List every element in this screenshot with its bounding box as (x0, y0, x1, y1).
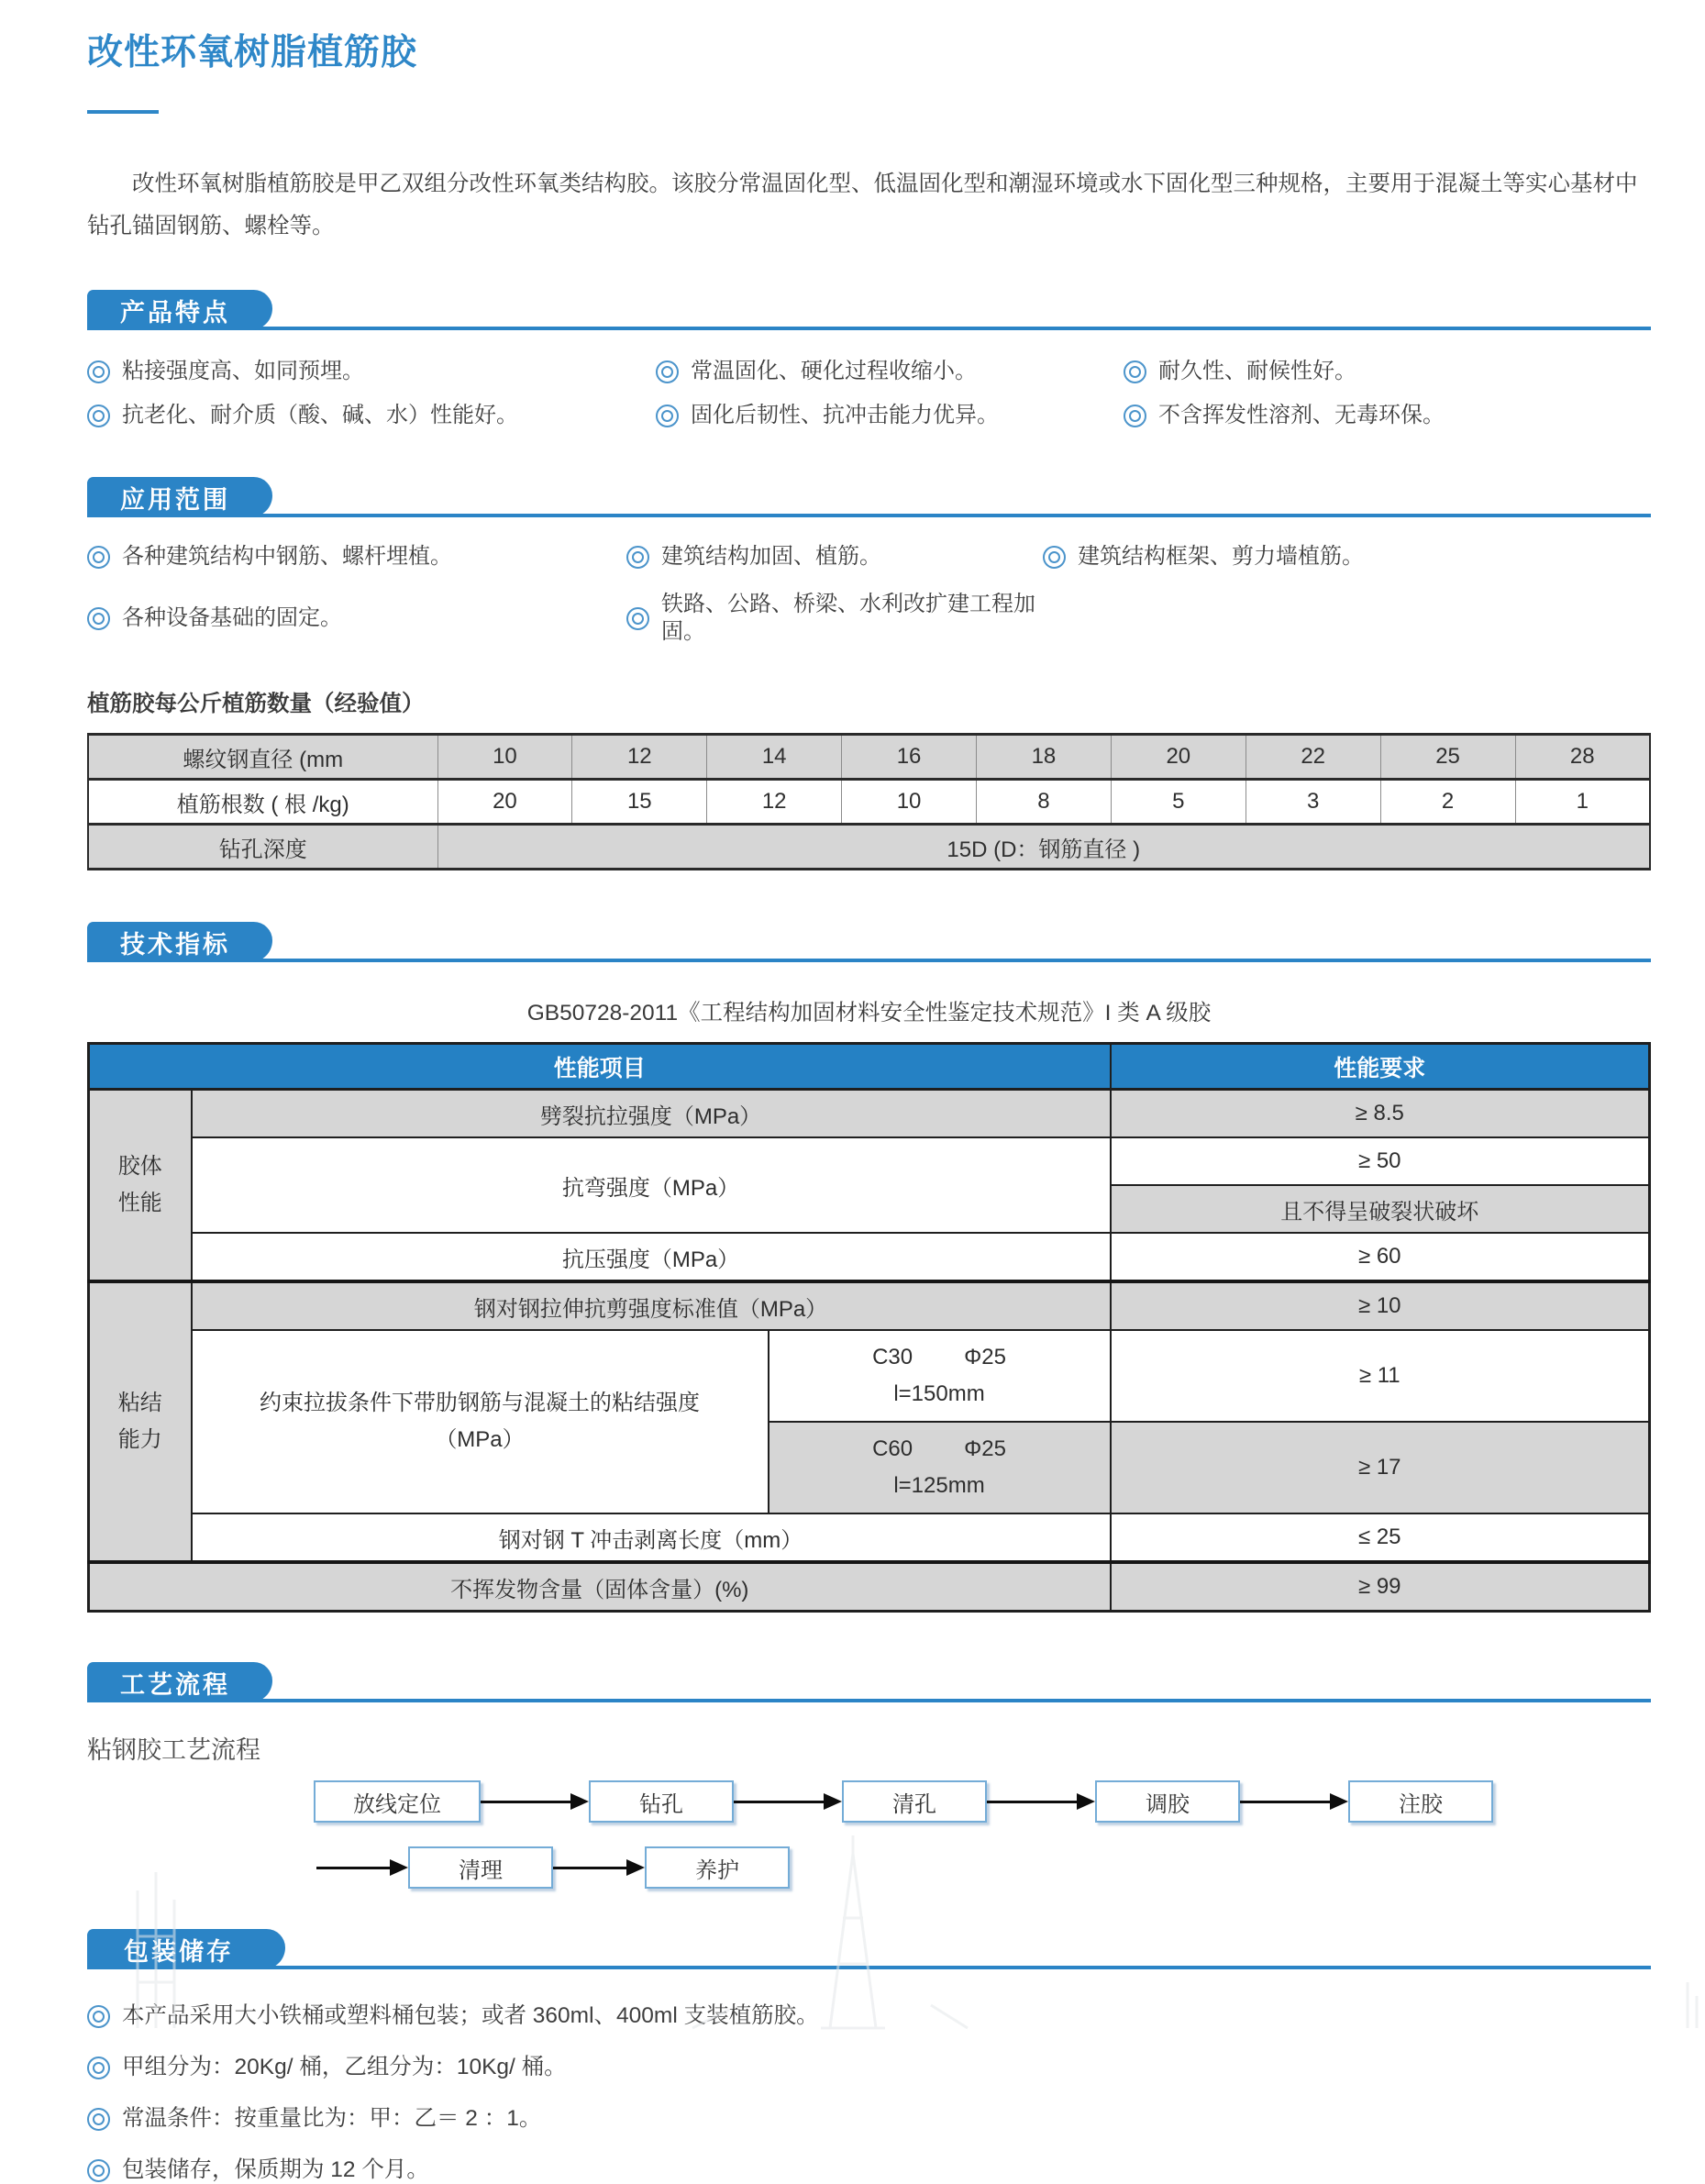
grid-spacer (1043, 591, 1651, 646)
double-circle-bullet-icon (87, 2057, 110, 2079)
feature-text: 常温固化、硬化过程收缩小。 (691, 359, 977, 383)
item-cell: 约束拉拔条件下带肋钢筋与混凝土的粘结强度 （MPa） (192, 1330, 769, 1513)
requirement-cell: ≤ 25 (1111, 1513, 1650, 1562)
section-badge-features: 产品特点 (87, 290, 272, 330)
packaging-list (87, 2002, 1651, 2184)
requirement-cell: ≥ 10 (1111, 1281, 1650, 1330)
process-subtitle: 粘钢胶工艺流程 (87, 1736, 260, 1764)
application-item (87, 591, 626, 646)
table-row (89, 1281, 1650, 1330)
flow-step: 放线定位 (314, 1780, 481, 1823)
title-underline (87, 110, 159, 114)
double-circle-bullet-icon (1124, 360, 1146, 383)
application-item (1043, 543, 1651, 571)
flow-step: 养护 (645, 1846, 790, 1889)
group-cell-bonding-capacity: 粘结能力 (89, 1281, 192, 1562)
arrow-right-icon (987, 1793, 1095, 1810)
packaging-text: 本产品采用大小铁桶或塑料桶包装；或者 360ml、400ml 支装植筋胶。 (122, 2003, 819, 2028)
feature-item (656, 402, 1124, 429)
arrow-right-icon (1240, 1793, 1348, 1810)
requirement-cell: ≥ 8.5 (1111, 1090, 1650, 1138)
column-header-requirement: 性能要求 (1111, 1044, 1650, 1090)
table-row (89, 1330, 1650, 1422)
process-flow-row-1 (314, 1780, 1651, 1823)
double-circle-bullet-icon (626, 607, 649, 630)
item-cell: 钢对钢拉伸抗剪强度标准值（MPa） (192, 1281, 1111, 1330)
row-label: 螺纹钢直径 (mm (88, 735, 437, 780)
flow-step: 注胶 (1348, 1780, 1493, 1823)
feature-item (656, 358, 1124, 385)
section-rule (87, 1966, 1651, 1969)
item-cell: 不挥发物含量（固体含量）(%) (89, 1562, 1111, 1612)
cell: 14 (707, 735, 842, 780)
cell: 10 (842, 780, 977, 825)
spec-cell: C30 Φ25 l=150mm (769, 1330, 1111, 1422)
requirement-cell: ≥ 99 (1111, 1562, 1650, 1612)
cell: 20 (1111, 735, 1246, 780)
packaging-item (87, 2054, 1651, 2081)
section-header-applications (87, 473, 1651, 517)
requirement-cell: 且不得呈破裂状破坏 (1111, 1185, 1650, 1233)
section-rule (87, 514, 1651, 517)
application-text: 各种设备基础的固定。 (122, 605, 342, 630)
requirement-cell: ≥ 11 (1111, 1330, 1650, 1422)
table-row (88, 825, 1650, 870)
feature-item (1124, 402, 1651, 429)
column-header-item: 性能项目 (89, 1044, 1111, 1090)
application-text: 各种建筑结构中钢筋、螺杆埋植。 (122, 544, 452, 569)
arrow-right-icon (734, 1793, 842, 1810)
table-header-row (89, 1044, 1650, 1090)
group-cell-adhesive-performance: 胶体性能 (89, 1090, 192, 1282)
packaging-item (87, 2156, 1651, 2184)
requirement-cell: ≥ 17 (1111, 1422, 1650, 1513)
double-circle-bullet-icon (87, 607, 110, 630)
section-header-features (87, 286, 1651, 330)
cell: 15D (D：钢筋直径 ) (437, 825, 1650, 870)
section-header-tech (87, 918, 1651, 962)
feature-text: 固化后韧性、抗冲击能力优异。 (691, 403, 999, 427)
cell: 28 (1515, 735, 1650, 780)
double-circle-bullet-icon (87, 360, 110, 383)
feature-item (1124, 358, 1651, 385)
section-badge-tech: 技术指标 (87, 922, 272, 962)
rebar-quantity-table (87, 733, 1651, 870)
double-circle-bullet-icon (626, 546, 649, 569)
double-circle-bullet-icon (87, 405, 110, 427)
requirement-cell: ≥ 50 (1111, 1137, 1650, 1185)
section-header-packaging (87, 1925, 1651, 1969)
cell: 2 (1380, 780, 1515, 825)
double-circle-bullet-icon (87, 2005, 110, 2028)
application-item (87, 543, 626, 571)
double-circle-bullet-icon (1124, 405, 1146, 427)
intro-paragraph: 改性环氧树脂植筋胶是甲乙双组分改性环氧类结构胶。该胶分常温固化型、低温固化型和潮湿环境或水下固化型三种规格，主要用于混凝土等实心基材中钻孔锚固钢筋、螺栓等。 (87, 172, 1638, 238)
table-row (89, 1562, 1650, 1612)
item-cell: 抗弯强度（MPa） (192, 1137, 1111, 1233)
flow-step: 钻孔 (589, 1780, 734, 1823)
double-circle-bullet-icon (87, 2108, 110, 2131)
arrow-right-icon (553, 1859, 645, 1876)
feature-item (87, 402, 656, 429)
double-circle-bullet-icon (1043, 546, 1066, 569)
flow-step: 调胶 (1095, 1780, 1240, 1823)
cell: 8 (977, 780, 1112, 825)
requirement-cell: ≥ 60 (1111, 1233, 1650, 1281)
feature-text: 不含挥发性溶剂、无毒环保。 (1158, 403, 1445, 427)
cell: 10 (437, 735, 572, 780)
item-cell: 钢对钢 T 冲击剥离长度（mm） (192, 1513, 1111, 1562)
rebar-table-caption: 植筋胶每公斤植筋数量（经验值） (87, 692, 425, 716)
flow-step: 清理 (408, 1846, 553, 1889)
application-item (626, 543, 1043, 571)
section-header-process (87, 1658, 1651, 1702)
cell: 20 (437, 780, 572, 825)
cell: 22 (1246, 735, 1380, 780)
section-badge-process: 工艺流程 (87, 1662, 272, 1702)
table-row (89, 1233, 1650, 1281)
process-flow-row-2 (316, 1846, 1651, 1889)
packaging-text: 常温条件：按重量比为：甲：乙＝ 2 ：1。 (122, 2106, 542, 2131)
table-row (89, 1513, 1650, 1562)
feature-item (87, 358, 656, 385)
cell: 12 (572, 735, 707, 780)
packaging-item (87, 2002, 1651, 2030)
applications-list (87, 543, 1651, 646)
cell: 25 (1380, 735, 1515, 780)
features-list (87, 358, 1651, 429)
double-circle-bullet-icon (656, 405, 679, 427)
technical-index-table (87, 1042, 1651, 1613)
page-title: 改性环氧树脂植筋胶 (87, 33, 418, 72)
section-badge-applications: 应用范围 (87, 477, 272, 517)
application-text: 铁路、公路、桥梁、水利改扩建工程加固。 (661, 592, 1035, 644)
packaging-item (87, 2105, 1651, 2133)
cell: 3 (1246, 780, 1380, 825)
table-row (88, 780, 1650, 825)
section-rule (87, 1699, 1651, 1702)
cell: 1 (1515, 780, 1650, 825)
cell: 18 (977, 735, 1112, 780)
cell: 5 (1111, 780, 1246, 825)
packaging-text: 包装储存，保质期为 12 个月。 (122, 2157, 429, 2182)
double-circle-bullet-icon (87, 546, 110, 569)
application-text: 建筑结构框架、剪力墙植筋。 (1078, 544, 1364, 569)
application-text: 建筑结构加固、植筋。 (661, 544, 881, 569)
packaging-text: 甲组分为：20Kg/ 桶，乙组分为：10Kg/ 桶。 (122, 2055, 567, 2079)
arrow-right-icon (316, 1859, 408, 1876)
cell: 12 (707, 780, 842, 825)
feature-text: 抗老化、耐介质（酸、碱、水）性能好。 (122, 403, 518, 427)
standard-reference: GB50728-2011《工程结构加固材料安全性鉴定技术规范》I 类 A 级胶 (526, 1001, 1212, 1025)
application-item (626, 591, 1043, 646)
item-cell: 劈裂抗拉强度（MPa） (192, 1090, 1111, 1138)
item-cell: 抗压强度（MPa） (192, 1233, 1111, 1281)
section-rule (87, 327, 1651, 330)
row-label: 植筋根数 ( 根 /kg) (88, 780, 437, 825)
table-row (89, 1090, 1650, 1138)
double-circle-bullet-icon (656, 360, 679, 383)
row-label: 钻孔深度 (88, 825, 437, 870)
feature-text: 粘接强度高、如同预埋。 (122, 359, 364, 383)
feature-text: 耐久性、耐候性好。 (1158, 359, 1356, 383)
table-row (88, 735, 1650, 780)
section-badge-packaging: 包装储存 (87, 1929, 285, 1969)
arrow-right-icon (481, 1793, 589, 1810)
spec-cell: C60 Φ25 l=125mm (769, 1422, 1111, 1513)
double-circle-bullet-icon (87, 2159, 110, 2182)
table-row (89, 1137, 1650, 1185)
section-rule (87, 959, 1651, 962)
cell: 16 (842, 735, 977, 780)
cell: 15 (572, 780, 707, 825)
flow-step: 清孔 (842, 1780, 987, 1823)
